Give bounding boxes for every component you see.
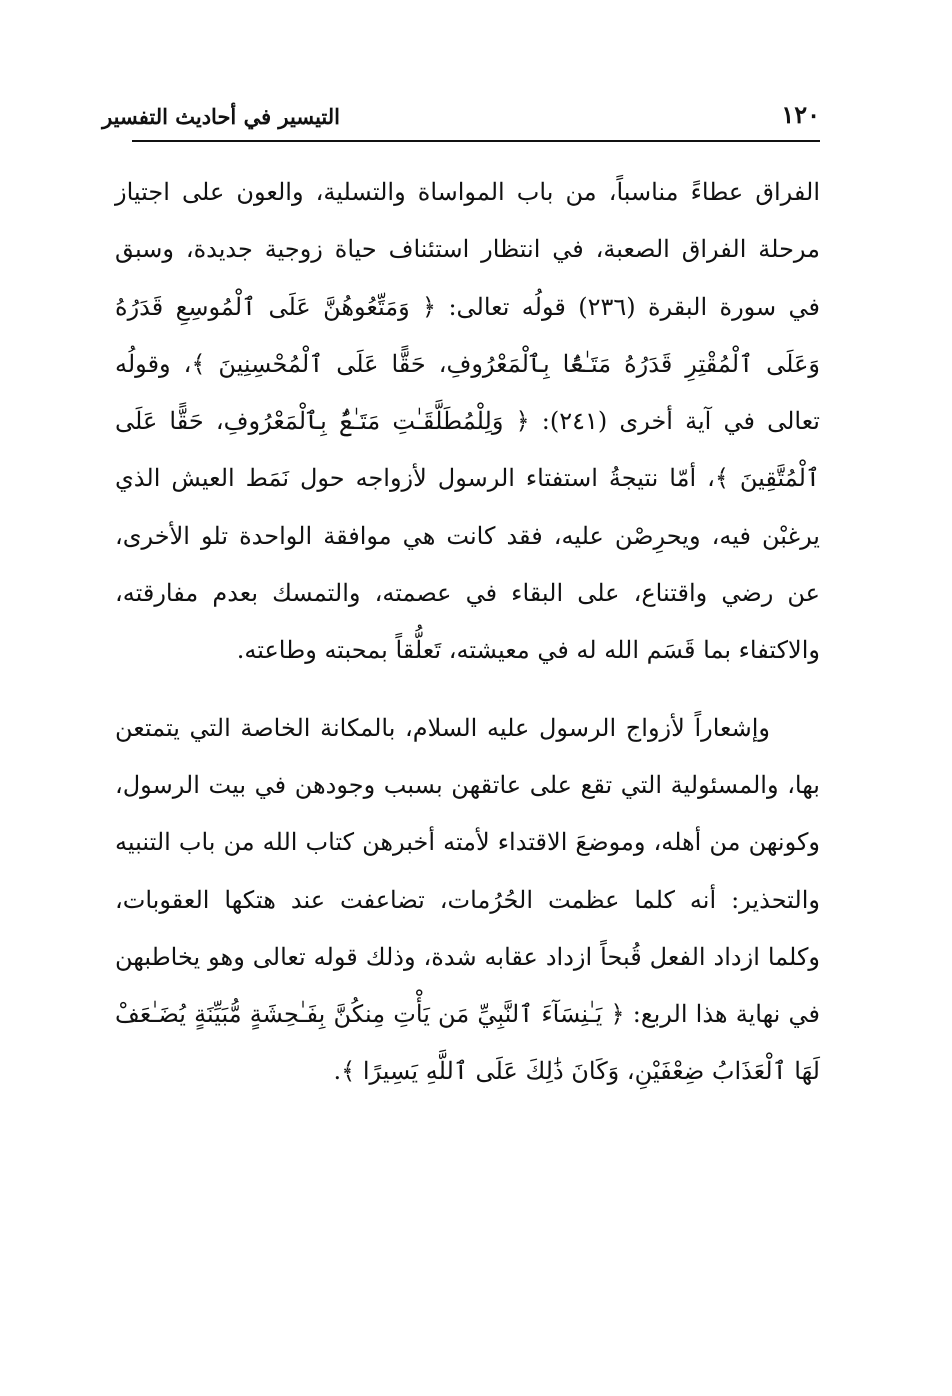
book-title: التيسير في أحاديث التفسير bbox=[102, 104, 340, 129]
paragraph-2: وإشعاراً لأزواج الرسول عليه السلام، بالمكانة الخاصة التي يتمتعن بها، والمسئولية التي تقع على عاتقهن بسبب وجودهن في بيت الرسول، وكونهن من أهله، وموضعَ الاقتداء لأمته أخبرهن كتاب الله من باب التنبيه والتحذير: أنه كلما عظمت الحُرُمات، تضاعفت عند هتكها العقوبات، وكلما ازداد الفعل قُبحاً ازداد عقابه شدة، وذلك قوله تعالى وهو يخاطبهن في نهاية هذا الربع: ﴿ يَـٰنِسَآءَ ٱلنَّبِيِّ مَن يَأْتِ مِنكُنَّ بِفَـٰحِشَةٍ مُّبَيِّنَةٍ يُضَـٰعَفْ لَهَا ٱلْعَذَابُ ضِعْفَيْنِ، وَكَانَ ذَٰلِكَ عَلَى ٱللَّهِ يَسِيرًا ﴾. bbox=[115, 713, 820, 1086]
running-header bbox=[102, 96, 820, 142]
body-text bbox=[115, 164, 820, 1101]
page-number: ١٢٠ bbox=[781, 100, 820, 129]
paragraph-1: الفراق عطاءً مناسباً، من باب المواساة والتسلية، والعون على اجتياز مرحلة الفراق الصعبة، في انتظار استئناف حياة زوجية جديدة، وسبق في سورة البقرة (٢٣٦) قولُه تعالى: ﴿ وَمَتِّعُوهُنَّ عَلَى ٱلْمُوسِعِ قَدَرُهُ وَعَلَى ٱلْمُقْتِرِ قَدَرُهُ مَتَـٰعًۢا بِٱلْمَعْرُوفِ، حَقًّا عَلَى ٱلْمُحْسِنِينَ ﴾، وقولُه تعالى في آية أخرى (٢٤١): ﴿ وَلِلْمُطَلَّقَـٰتِ مَتَـٰعٌۢ بِٱلْمَعْرُوفِ، حَقًّا عَلَى ٱلْمُتَّقِينَ ﴾، أمّا نتيجةُ استفتاء الرسول لأزواجه حول نَمَط العيش الذي يرغبْن فيه، ويحرِصْن عليه، فقد كانت هي موافقة الواحدة تلو الأخرى، عن رضي واقتناع، على البقاء في عصمته، والتمسك بعدم مفارقته، والاكتفاء بما قَسَم الله له في معيشته، تَعلُّقاً بمحبته وطاعته. bbox=[115, 178, 820, 665]
